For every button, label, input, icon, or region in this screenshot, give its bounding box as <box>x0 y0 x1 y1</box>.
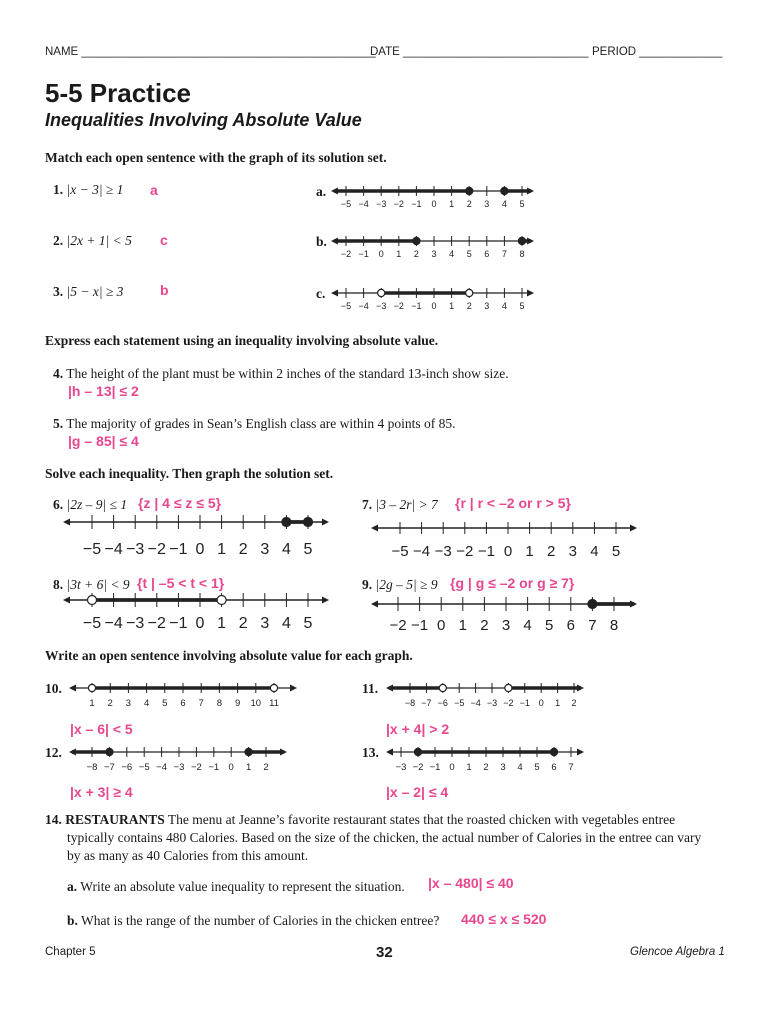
right-arrow-icon <box>630 525 637 532</box>
tick-label: −5 <box>454 698 465 708</box>
tick-label: 7 <box>501 249 507 259</box>
tick-label: −3 <box>126 541 145 558</box>
closed-point <box>414 748 421 755</box>
answer-4: |h – 13| ≤ 2 <box>68 383 139 399</box>
problem-2 <box>53 233 132 249</box>
problem-10-number: 10. <box>45 681 62 696</box>
tick-label: −1 <box>358 249 369 259</box>
page-number: 32 <box>376 944 393 961</box>
tick-label: −5 <box>82 541 102 558</box>
tick-label: −3 <box>173 762 185 773</box>
answer-14b: 440 ≤ x ≤ 520 <box>461 911 547 927</box>
problem-text: |3 – 2r| > 7 <box>375 497 438 512</box>
answer-7: {r | r < –2 or r > 5} <box>455 495 571 511</box>
tick-label: −3 <box>434 543 452 560</box>
tick-label: −7 <box>421 698 432 708</box>
tick-label: 2 <box>238 541 248 558</box>
tick-label: 0 <box>195 541 205 558</box>
answer-8: {t | –5 < t < 1} <box>137 575 225 591</box>
tick-label: 1 <box>458 617 467 634</box>
tick-label: −5 <box>340 199 352 209</box>
problem-number: 2. <box>53 233 64 248</box>
section1-instruction: Match each open sentence with the graph of its solution set. <box>45 150 387 165</box>
left-arrow-icon <box>331 290 338 297</box>
left-arrow-icon <box>63 597 70 604</box>
closed-point <box>518 237 525 244</box>
number-line-9 <box>370 590 638 638</box>
tick-label: −2 <box>340 249 352 259</box>
tick-label: 3 <box>260 615 270 632</box>
tick-label: 4 <box>281 615 291 632</box>
tick-label: 7 <box>198 698 204 709</box>
right-arrow-icon <box>577 749 584 756</box>
tick-label: −8 <box>86 762 98 773</box>
tick-label: −5 <box>138 762 150 773</box>
tick-label: 5 <box>162 698 168 709</box>
closed-point <box>588 600 597 609</box>
tick-label: 6 <box>551 762 557 773</box>
tick-label: 8 <box>216 698 223 709</box>
footer-book: Glencoe Algebra 1 <box>630 946 725 958</box>
open-point <box>88 684 95 691</box>
problem-text: The majority of grades in Sean’s English class are within 4 points of 85. <box>66 416 456 431</box>
answer-13: |x – 2| ≤ 4 <box>386 784 449 800</box>
tick-label: 2 <box>238 615 248 632</box>
tick-label: 2 <box>107 698 113 709</box>
tick-label: 3 <box>484 301 490 311</box>
tick-label: −4 <box>104 615 123 632</box>
tick-label: 4 <box>590 543 599 560</box>
tick-label: −4 <box>104 541 123 558</box>
tick-label: 4 <box>523 617 532 634</box>
period-field-label: PERIOD _____________ <box>592 46 723 58</box>
problem-number: 9. <box>362 577 373 592</box>
tick-label: 2 <box>413 249 419 259</box>
tick-label: −5 <box>82 615 102 632</box>
section2-instruction: Express each statement using an inequality involving absolute value. <box>45 333 439 348</box>
open-point <box>466 289 473 296</box>
tick-label: −6 <box>437 698 448 708</box>
problem-3 <box>53 284 123 300</box>
tick-label: 5 <box>519 199 525 209</box>
tick-label: 7 <box>568 762 574 773</box>
tick-label: 1 <box>449 199 455 209</box>
tick-label: 10 <box>250 698 262 709</box>
left-arrow-icon <box>371 601 378 608</box>
problem-text: |x − 3| ≥ 1 <box>66 182 124 197</box>
tick-label: 5 <box>534 762 540 773</box>
graph-a-letter: a. <box>316 184 327 199</box>
tick-label: 2 <box>466 199 472 209</box>
closed-point <box>466 187 473 194</box>
tick-label: 0 <box>431 301 437 311</box>
tick-label: 6 <box>566 617 575 634</box>
left-arrow-icon <box>69 685 76 692</box>
tick-label: 1 <box>396 249 402 259</box>
tick-label: −4 <box>358 199 369 209</box>
tick-label: 1 <box>217 541 227 558</box>
problem-5 <box>53 416 455 432</box>
number-line-7 <box>370 515 638 560</box>
problem-text-line1: The menu at Jeanne’s favorite restaurant states that the roasted chicken with vegetables entree <box>167 812 676 827</box>
tick-label: −3 <box>126 615 145 632</box>
tick-label: −3 <box>395 762 407 773</box>
tick-label: 4 <box>517 762 523 773</box>
tick-label: −1 <box>169 615 188 632</box>
open-point <box>505 684 512 691</box>
tick-label: 6 <box>180 698 186 709</box>
tick-label: 0 <box>437 617 446 634</box>
problem-text: The height of the plant must be within 2 inches of the standard 13-inch show size. <box>66 366 509 381</box>
page-subtitle: Inequalities Involving Absolute Value <box>45 110 362 130</box>
tick-label: 3 <box>501 617 511 634</box>
closed-point <box>304 518 313 527</box>
answer-1: a <box>150 182 158 198</box>
footer-chapter: Chapter 5 <box>45 946 96 958</box>
number-line-11 <box>385 678 585 710</box>
part-text: What is the range of the number of Calories in the chicken entree? <box>81 913 440 928</box>
tick-label: 4 <box>281 541 291 558</box>
tick-label: 1 <box>245 762 252 773</box>
tick-label: −1 <box>429 762 441 773</box>
problem-11-number: 11. <box>362 681 379 696</box>
tick-label: −1 <box>411 301 422 311</box>
tick-label: −5 <box>391 543 409 560</box>
problem-number: 14. <box>45 812 62 827</box>
tick-label: 1 <box>89 698 95 709</box>
tick-label: −2 <box>456 543 474 560</box>
answer-11: |x + 4| > 2 <box>386 721 450 737</box>
tick-label: 3 <box>484 199 490 209</box>
tick-label: 5 <box>519 301 525 311</box>
problem-number: 1. <box>53 182 64 197</box>
answer-5: |g – 85| ≤ 4 <box>68 433 139 449</box>
tick-label: −2 <box>393 301 404 311</box>
tick-label: −7 <box>103 762 115 773</box>
answer-2: c <box>160 232 168 248</box>
tick-label: 0 <box>228 762 234 773</box>
problem-14a <box>67 879 405 895</box>
tick-label: 9 <box>234 698 241 709</box>
tick-label: 4 <box>501 199 507 209</box>
number-line-a <box>330 183 535 213</box>
problem-13-number: 13. <box>362 745 379 760</box>
tick-label: 0 <box>449 762 455 773</box>
tick-label: 2 <box>466 301 472 311</box>
right-arrow-icon <box>290 685 297 692</box>
page-title: 5-5 Practice <box>45 78 191 108</box>
tick-label: −3 <box>486 698 498 708</box>
closed-point <box>413 237 420 244</box>
tick-label: 4 <box>501 301 507 311</box>
closed-point <box>550 748 557 755</box>
problem-12-number: 12. <box>45 745 62 760</box>
right-arrow-icon <box>322 519 329 526</box>
problem-number: 4. <box>53 366 64 381</box>
tick-label: 1 <box>449 301 455 311</box>
tick-label: −1 <box>519 698 530 708</box>
problem-number: 6. <box>53 497 64 512</box>
answer-14a: |x – 480| ≤ 40 <box>428 875 514 891</box>
tick-label: −1 <box>411 617 429 634</box>
tick-label: −2 <box>503 698 514 708</box>
tick-label: −8 <box>404 698 416 708</box>
tick-label: 1 <box>466 762 472 773</box>
left-arrow-icon <box>386 749 393 756</box>
problem-7 <box>362 497 438 513</box>
tick-label: −2 <box>190 762 202 773</box>
tick-label: −1 <box>208 762 220 773</box>
closed-point <box>245 748 252 755</box>
number-line-c <box>330 285 535 315</box>
tick-label: −3 <box>376 301 387 311</box>
tick-label: 5 <box>303 541 313 558</box>
problem-14-line3: by as many as 40 Calories from this amount. <box>67 848 309 863</box>
tick-label: −5 <box>340 301 352 311</box>
tick-label: 1 <box>217 615 227 632</box>
part-text: Write an absolute value inequality to represent the situation. <box>80 879 405 894</box>
problem-number: 8. <box>53 577 64 592</box>
open-point <box>270 684 277 691</box>
tick-label: −1 <box>169 541 188 558</box>
closed-point <box>106 748 113 755</box>
tick-label: 3 <box>431 249 437 259</box>
tick-label: 2 <box>483 762 489 773</box>
tick-label: 0 <box>195 615 205 632</box>
problem-number: 5. <box>53 416 64 431</box>
tick-label: 4 <box>449 249 455 259</box>
right-arrow-icon <box>322 597 329 604</box>
problem-4 <box>53 366 509 382</box>
tick-label: 0 <box>503 543 513 560</box>
problem-text: |2x + 1| < 5 <box>66 233 132 248</box>
tick-label: −1 <box>411 199 422 209</box>
tick-label: 2 <box>571 698 577 708</box>
tick-label: −4 <box>413 543 431 560</box>
part-label: a. <box>67 879 78 894</box>
tick-label: 3 <box>568 543 577 560</box>
tick-label: 4 <box>143 698 150 709</box>
tick-label: −4 <box>470 698 481 708</box>
part-label: b. <box>67 913 78 928</box>
number-line-6 <box>62 508 330 560</box>
problem-text: |2z – 9| ≤ 1 <box>66 497 128 512</box>
tick-label: 3 <box>500 762 506 773</box>
tick-label: −4 <box>156 762 168 773</box>
closed-point <box>501 187 508 194</box>
number-line-12 <box>68 742 288 774</box>
problem-1 <box>53 182 123 198</box>
closed-point <box>282 518 291 527</box>
problem-number: 7. <box>362 497 373 512</box>
left-arrow-icon <box>371 525 378 532</box>
tick-label: −2 <box>389 617 407 634</box>
tick-label: 3 <box>125 698 132 709</box>
section4-instruction: Write an open sentence involving absolute value for each graph. <box>45 648 413 663</box>
tick-label: 0 <box>538 698 544 708</box>
problem-number: 3. <box>53 284 64 299</box>
problem-14b <box>67 913 439 929</box>
tick-label: −2 <box>147 541 166 558</box>
tick-label: 3 <box>260 541 270 558</box>
number-line-10 <box>68 678 298 710</box>
number-line-13 <box>385 742 585 774</box>
problem-14-line2: typically contains 480 Calories. Based on the size of the chicken, the actual number of Calories in the entree can vary <box>67 830 702 845</box>
tick-label: 2 <box>263 762 269 773</box>
tick-label: −6 <box>121 762 133 773</box>
right-arrow-icon <box>527 290 534 297</box>
section3-instruction: Solve each inequality. Then graph the solution set. <box>45 466 334 481</box>
left-arrow-icon <box>63 519 70 526</box>
tick-label: 5 <box>545 617 554 634</box>
tick-label: 5 <box>303 615 313 632</box>
tick-label: −4 <box>358 301 369 311</box>
tick-label: −3 <box>376 199 387 209</box>
tick-label: 0 <box>378 249 384 259</box>
tick-label: 1 <box>525 543 534 560</box>
tick-label: 5 <box>466 249 472 259</box>
name-field-label: NAME ______________________________________________ <box>45 46 376 58</box>
open-point <box>88 596 97 605</box>
tick-label: 8 <box>519 249 525 259</box>
open-point <box>439 684 446 691</box>
number-line-8 <box>62 588 330 638</box>
tick-label: 7 <box>588 617 597 634</box>
problem-text: |5 − x| ≥ 3 <box>66 284 124 299</box>
graph-b-letter: b. <box>316 234 327 249</box>
problem-text: |3t + 6| < 9 <box>66 577 130 592</box>
tick-label: −2 <box>147 615 166 632</box>
answer-3: b <box>160 282 169 298</box>
tick-label: 0 <box>431 199 437 209</box>
problem-14 <box>45 811 735 829</box>
tick-label: 6 <box>484 249 490 259</box>
graph-c-letter: c. <box>316 286 326 301</box>
tick-label: −2 <box>393 199 404 209</box>
tick-label: −2 <box>412 762 424 773</box>
answer-10: |x – 6| < 5 <box>70 721 133 737</box>
open-point <box>378 289 385 296</box>
tick-label: 11 <box>269 698 279 709</box>
tick-label: 2 <box>547 543 556 560</box>
answer-6: {z | 4 ≤ z ≤ 5} <box>138 495 222 511</box>
number-line-b <box>330 233 535 263</box>
tick-label: −1 <box>477 543 495 560</box>
tick-label: 1 <box>555 698 561 708</box>
answer-9: {g | g ≤ –2 or g ≥ 7} <box>450 575 575 591</box>
tick-label: 5 <box>611 543 621 560</box>
open-point <box>217 596 226 605</box>
date-field-label: DATE _____________________________ <box>370 46 589 58</box>
answer-12: |x + 3| ≥ 4 <box>70 784 133 800</box>
tick-label: 2 <box>480 617 489 634</box>
tick-label: 8 <box>609 617 619 634</box>
problem-category: RESTAURANTS <box>65 812 165 827</box>
problem-text: |2g – 5| ≥ 9 <box>375 577 438 592</box>
